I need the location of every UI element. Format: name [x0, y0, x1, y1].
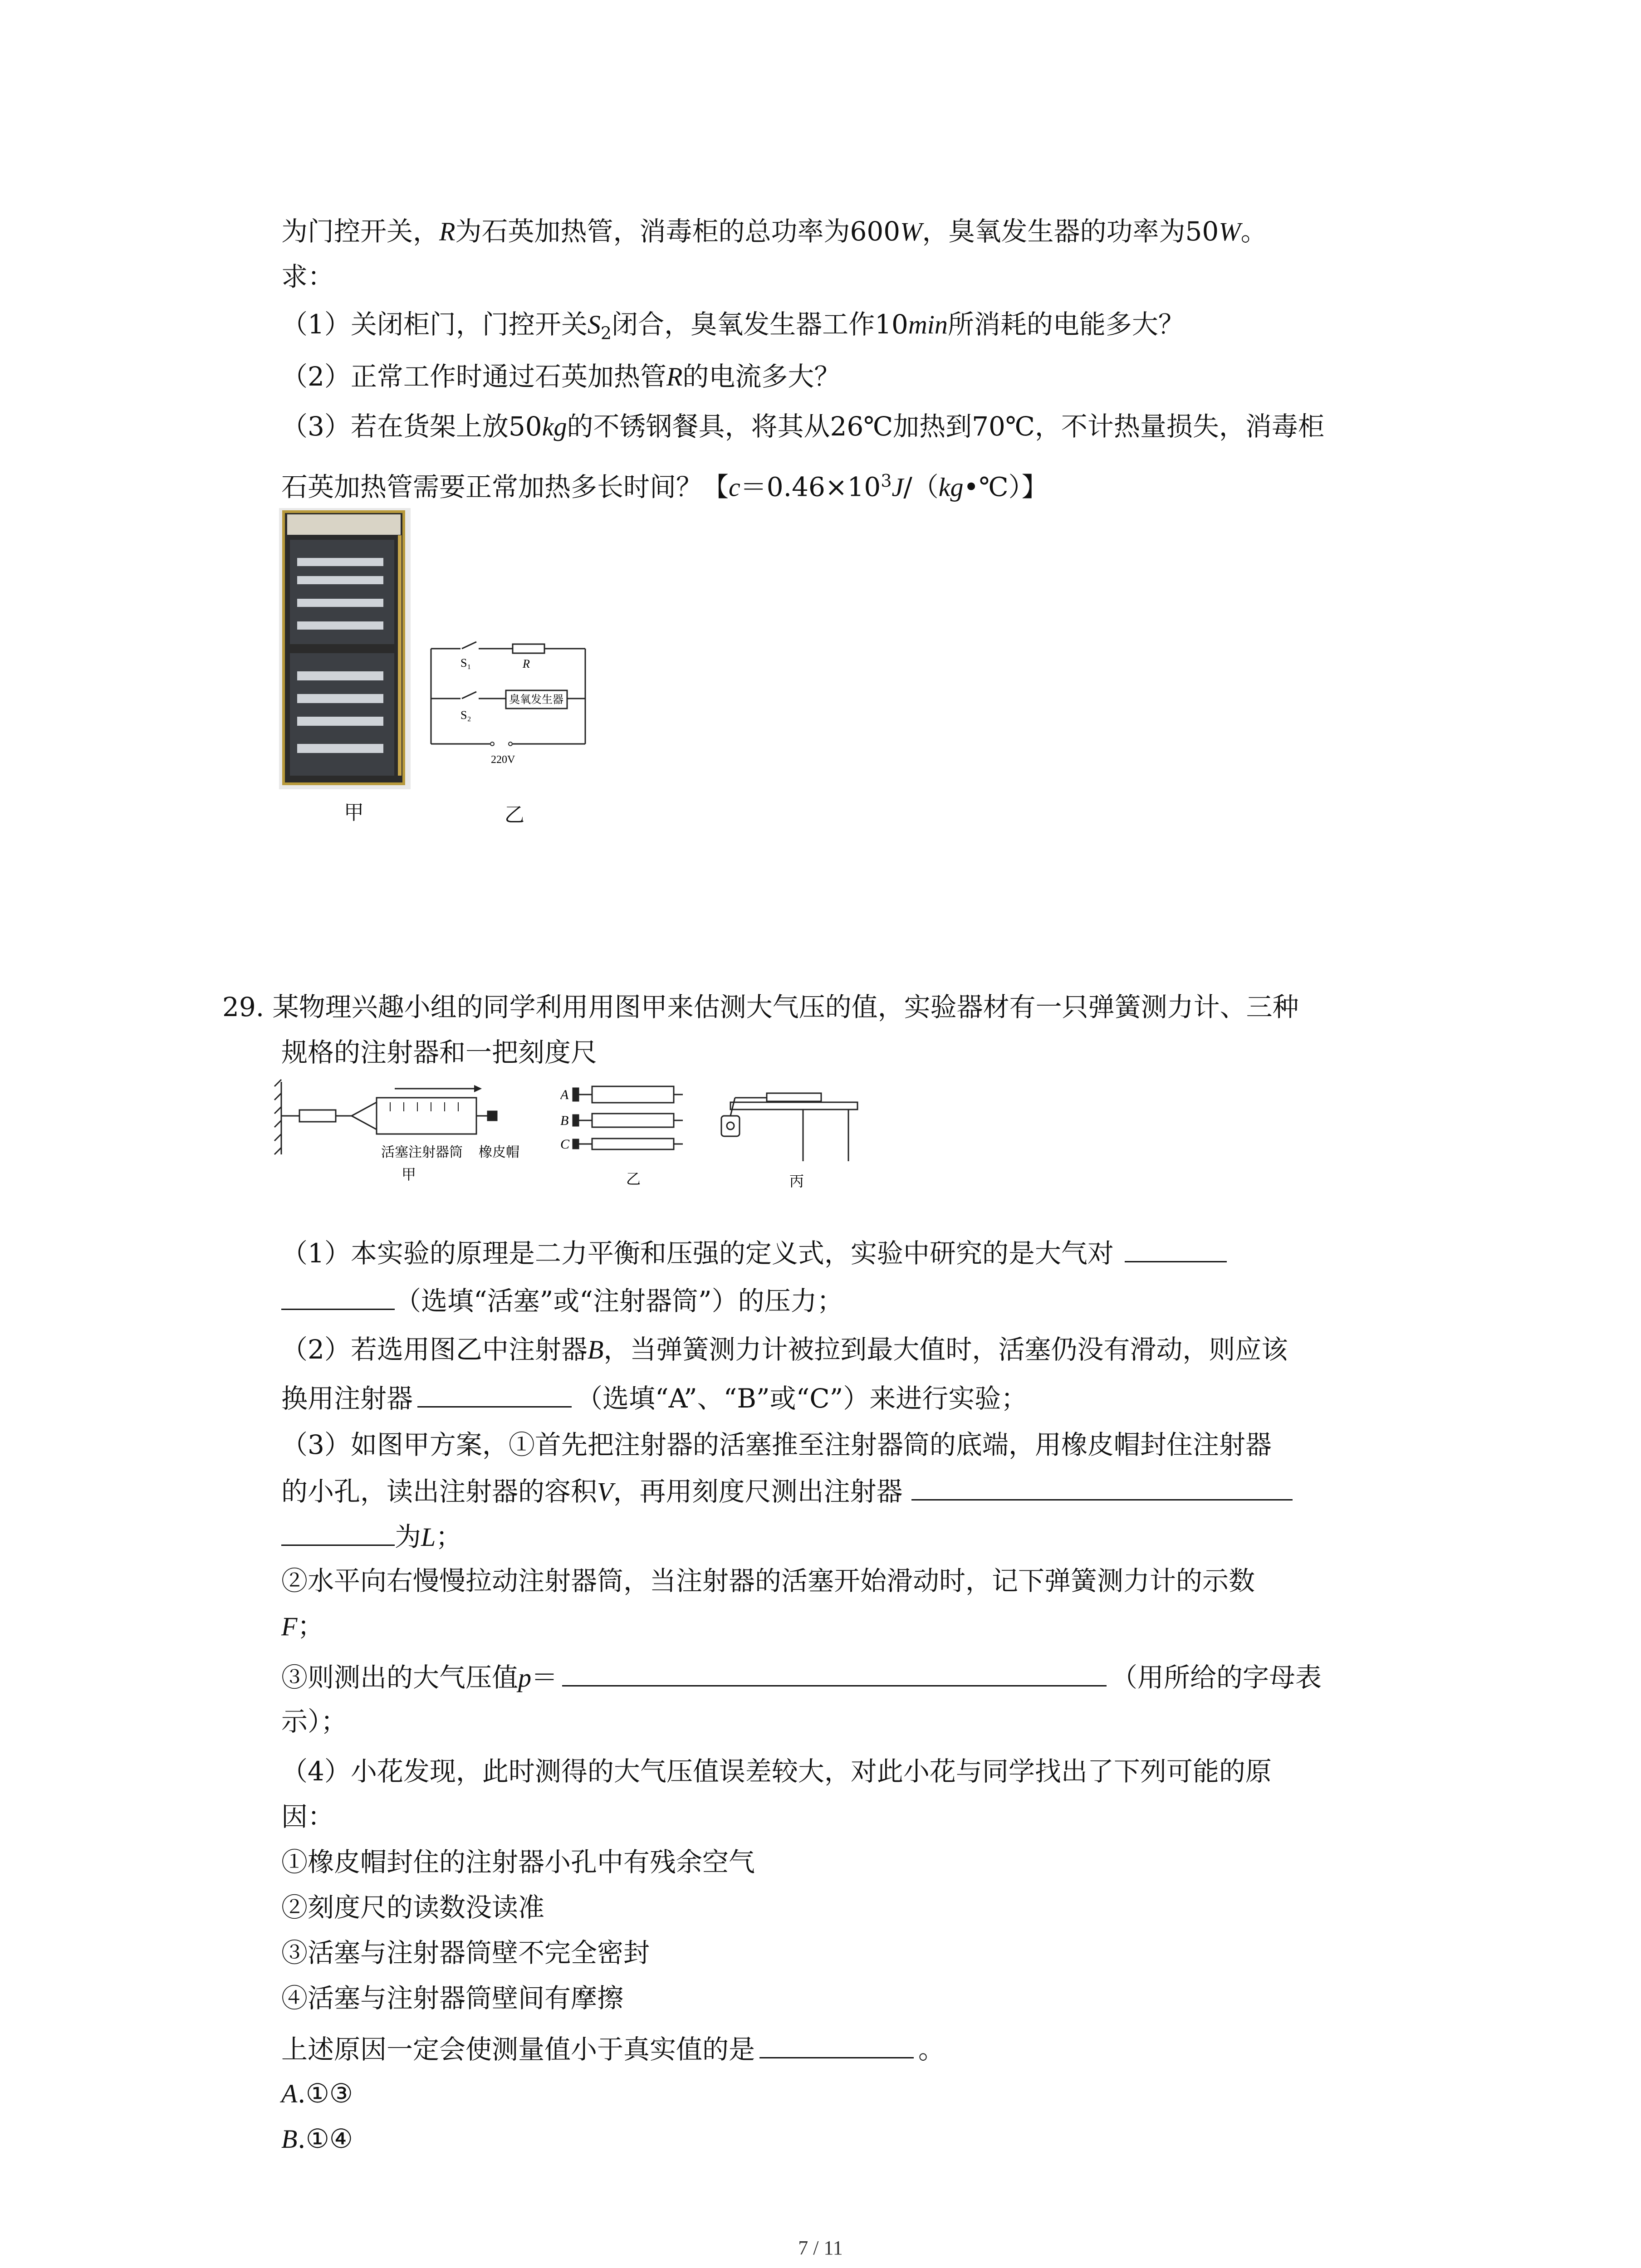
syringe-setup-figure: [272, 1077, 526, 1186]
q28-line-4: （2）正常工作时通过石英加热管R的电流多大？: [281, 361, 841, 392]
syringe-a-label: A: [560, 1087, 569, 1102]
figure-label-jia: 甲: [344, 801, 364, 824]
q28-line-6: 石英加热管需要正常加热多长时间？【$c=0.46\times 10^3J/(kg•℃)$】: [281, 471, 1048, 503]
reason-4: ④活塞与注射器筒壁间有摩擦: [281, 1983, 624, 2014]
answer-blank-1-cont[interactable]: [281, 1281, 395, 1310]
q29-line-1: 29. 某物理兴趣小组的同学利用用图甲来估测大气压的值，实验器材有一只弹簧测力计、三种: [222, 992, 1299, 1022]
voltage-label: 220V: [491, 754, 515, 766]
q29-p4-line-b: 因：: [281, 1801, 334, 1832]
three-syringes-figure: [560, 1082, 696, 1191]
q28-line-2: 求：: [281, 261, 334, 292]
q28-line-1: 为门控开关，R为石英加热管，消毒柜的总功率为600W，臭氧发生器的功率为50W。: [281, 216, 1267, 247]
s1-label: S₁: [460, 656, 471, 670]
q29-ask-line: 上述原因一定会使测量值小于真实值的是 。: [281, 2030, 945, 2068]
figure-label-yi-29: 乙: [626, 1170, 641, 1188]
q29-p3-line-f: ③则测出的大气压值p＝ （用所给的字母表: [281, 1658, 1322, 1696]
q29-p3-line-g: 示）；: [281, 1706, 348, 1737]
q29-p3-line-c: 为L；: [281, 1517, 462, 1555]
figure-label-bing-29: 丙: [789, 1173, 804, 1190]
q29-p1-line-a: （1）本实验的原理是二力平衡和压强的定义式，实验中研究的是大气对: [281, 1234, 1227, 1271]
rubber-cap-label: 橡皮帽: [479, 1144, 519, 1160]
circuit-diagram: [422, 640, 594, 776]
q29-p2-line-b: 换用注射器 （选填“A”、“B”或“C”）来进行实验；: [281, 1379, 1027, 1417]
figure-label-jia-29: 甲: [402, 1166, 416, 1183]
r-label: R: [523, 657, 530, 670]
answer-blank-1[interactable]: [1125, 1234, 1227, 1262]
answer-blank-3-cont[interactable]: [281, 1517, 395, 1546]
q29-p2-line-a: （2）若选用图乙中注射器B，当弹簧测力计被拉到最大值时，活塞仍没有滑动，则应该: [281, 1334, 1288, 1365]
answer-blank-2[interactable]: [417, 1379, 572, 1408]
answer-blank-5[interactable]: [759, 2030, 914, 2058]
syringe-b-label: B: [560, 1113, 569, 1128]
option-b[interactable]: B.①④: [281, 2123, 353, 2154]
cabinet-photo: [279, 508, 411, 789]
q29-p4-line-a: （4）小花发现，此时测得的大气压值误差较大，对此小花与同学找出了下列可能的原: [281, 1756, 1272, 1787]
option-a[interactable]: A.①③: [281, 2078, 353, 2109]
s2-label: S₂: [460, 709, 471, 722]
reason-1: ①橡皮帽封住的注射器小孔中有残余空气: [281, 1847, 755, 1877]
q29-p3-line-e: F；: [281, 1611, 324, 1642]
q29-p1-line-b: （选填“活塞”或“注射器筒”）的压力；: [281, 1281, 843, 1319]
q29-p3-line-d: ②水平向右慢慢拉动注射器筒，当注射器的活塞开始滑动时，记下弹簧测力计的示数: [281, 1565, 1255, 1596]
page-number: 7 / 11: [798, 2237, 843, 2259]
q29-line-2: 规格的注射器和一把刻度尺: [281, 1037, 598, 1068]
piston-label: 活塞: [381, 1144, 408, 1160]
figure-label-yi: 乙: [505, 803, 524, 826]
q29-p3-line-b: 的小孔，读出注射器的容积V，再用刻度尺测出注射器: [281, 1472, 1293, 1510]
q28-line-3: （1）关闭柜门，门控开关$S_2$闭合，臭氧发生器工作10min所消耗的电能多大？: [281, 309, 1185, 343]
ozone-generator-label: 臭氧发生器: [509, 693, 563, 706]
barrel-label: 注射器筒: [408, 1144, 463, 1160]
table-setup-figure: [717, 1089, 862, 1193]
q29-p3-line-a: （3）如图甲方案，①首先把注射器的活塞推至注射器筒的底端，用橡皮帽封住注射器: [281, 1429, 1272, 1460]
answer-blank-4[interactable]: [562, 1658, 1107, 1686]
syringe-c-label: C: [560, 1137, 570, 1152]
answer-blank-3[interactable]: [911, 1472, 1293, 1501]
reason-2: ②刻度尺的读数没读准: [281, 1892, 545, 1923]
reason-3: ③活塞与注射器筒壁不完全密封: [281, 1937, 650, 1968]
q28-line-5: （3）若在货架上放50kg的不锈钢餐具，将其从26℃加热到70℃，不计热量损失，消毒柜: [281, 411, 1324, 442]
